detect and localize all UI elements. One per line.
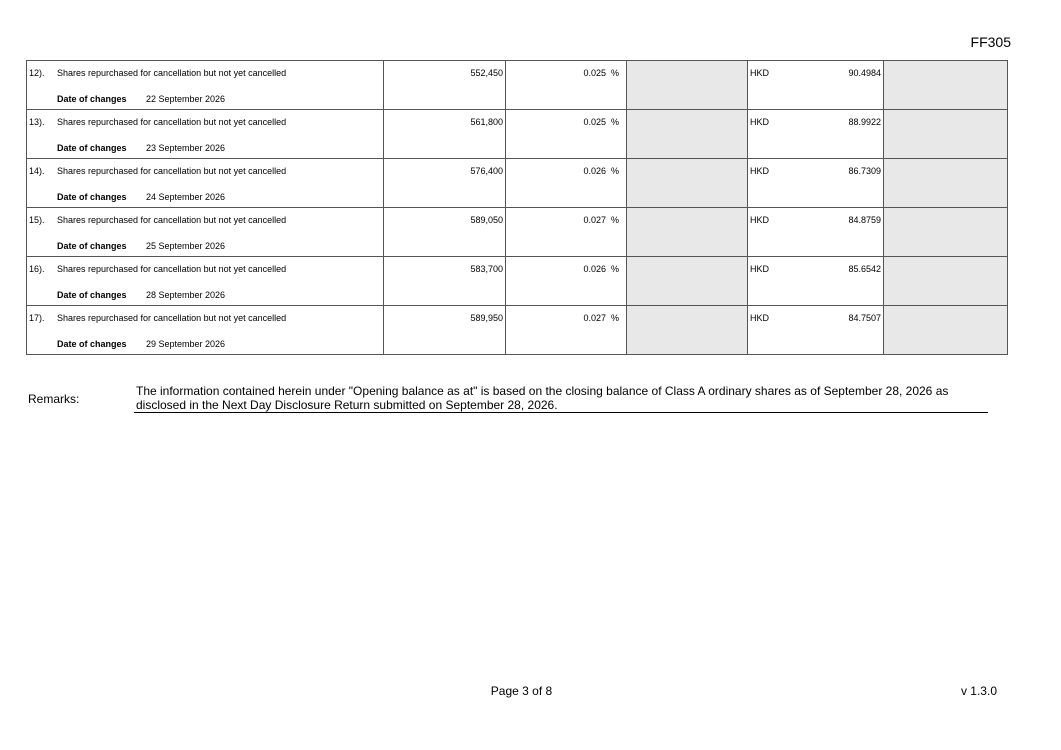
shaded-cell <box>627 159 748 208</box>
date-of-changes-label: Date of changes <box>57 241 127 251</box>
shaded-cell <box>884 306 1008 355</box>
description-cell <box>27 257 384 306</box>
description-cell <box>27 110 384 159</box>
price-cell <box>748 306 884 355</box>
date-of-changes-label: Date of changes <box>57 143 127 153</box>
shares-cell <box>384 257 506 306</box>
date-of-changes-label: Date of changes <box>57 290 127 300</box>
description-cell <box>27 159 384 208</box>
description-cell <box>27 208 384 257</box>
row-number: 17). <box>29 313 45 323</box>
shares-value: 576,400 <box>470 166 503 176</box>
price-value: 84.8759 <box>848 215 881 225</box>
shaded-cell <box>627 257 748 306</box>
description-cell <box>27 306 384 355</box>
table-row <box>27 208 1008 257</box>
shares-value: 589,950 <box>470 313 503 323</box>
date-of-changes-value: 29 September 2026 <box>146 339 226 349</box>
table-row <box>27 159 1008 208</box>
shares-cell <box>384 159 506 208</box>
table-row <box>27 61 1008 110</box>
price-value: 86.7309 <box>848 166 881 176</box>
date-of-changes-label: Date of changes <box>57 94 127 104</box>
page-number: Page 3 of 8 <box>490 684 553 698</box>
row-description: Shares repurchased for cancellation but not yet cancelled <box>57 215 287 225</box>
shares-value: 583,700 <box>470 264 503 274</box>
remarks-label: Remarks: <box>28 392 80 406</box>
shaded-cell <box>884 61 1008 110</box>
percent-value: 0.025 % <box>583 68 619 78</box>
shares-cell <box>384 306 506 355</box>
currency-label: HKD <box>750 117 770 127</box>
price-cell <box>748 257 884 306</box>
price-cell <box>748 208 884 257</box>
percent-value: 0.025 % <box>583 117 619 127</box>
form-code: FF305 <box>970 34 1011 50</box>
shaded-cell <box>884 159 1008 208</box>
row-description: Shares repurchased for cancellation but not yet cancelled <box>57 117 287 127</box>
price-value: 85.6542 <box>848 264 881 274</box>
row-number: 12). <box>29 68 45 78</box>
row-description: Shares repurchased for cancellation but not yet cancelled <box>57 264 287 274</box>
date-of-changes-value: 23 September 2026 <box>146 143 226 153</box>
description-cell <box>27 61 384 110</box>
date-of-changes-value: 25 September 2026 <box>146 241 226 251</box>
price-value: 90.4984 <box>848 68 881 78</box>
shaded-cell <box>627 208 748 257</box>
shaded-cell <box>884 110 1008 159</box>
percent-value: 0.026 % <box>583 166 619 176</box>
date-of-changes-value: 24 September 2026 <box>146 192 226 202</box>
row-number: 14). <box>29 166 45 176</box>
date-of-changes-label: Date of changes <box>57 339 127 349</box>
shares-cell <box>384 208 506 257</box>
date-of-changes-value: 22 September 2026 <box>146 94 226 104</box>
price-value: 88.9922 <box>848 117 881 127</box>
remarks-text: The information contained herein under "Opening balance as at" is based on the closing balance of Class A ordinary shares as of September 28, 2026 as disclosed in the Next Day Disclosure Return submitted on September 28, 2026. <box>134 384 988 413</box>
date-of-changes-label: Date of changes <box>57 192 127 202</box>
currency-label: HKD <box>750 215 770 225</box>
row-number: 16). <box>29 264 45 274</box>
shaded-cell <box>884 257 1008 306</box>
shares-cell <box>384 61 506 110</box>
percent-cell <box>506 110 627 159</box>
currency-label: HKD <box>750 313 770 323</box>
shares-cell <box>384 110 506 159</box>
row-description: Shares repurchased for cancellation but not yet cancelled <box>57 166 287 176</box>
shares-value: 561,800 <box>470 117 503 127</box>
date-of-changes-value: 28 September 2026 <box>146 290 226 300</box>
percent-cell <box>506 208 627 257</box>
shaded-cell <box>627 110 748 159</box>
currency-label: HKD <box>750 166 770 176</box>
percent-value: 0.027 % <box>583 313 619 323</box>
percent-cell <box>506 159 627 208</box>
table-row <box>27 110 1008 159</box>
table-row <box>27 257 1008 306</box>
percent-cell <box>506 306 627 355</box>
shares-value: 589,050 <box>470 215 503 225</box>
changes-table <box>26 60 1008 355</box>
shaded-cell <box>884 208 1008 257</box>
shares-value: 552,450 <box>470 68 503 78</box>
row-description: Shares repurchased for cancellation but not yet cancelled <box>57 68 287 78</box>
price-cell <box>748 61 884 110</box>
row-description: Shares repurchased for cancellation but not yet cancelled <box>57 313 287 323</box>
price-cell <box>748 110 884 159</box>
row-number: 15). <box>29 215 45 225</box>
shaded-cell <box>627 61 748 110</box>
price-cell <box>748 159 884 208</box>
shaded-cell <box>627 306 748 355</box>
percent-cell <box>506 257 627 306</box>
currency-label: HKD <box>750 68 770 78</box>
currency-label: HKD <box>750 264 770 274</box>
table-row <box>27 306 1008 355</box>
percent-value: 0.027 % <box>583 215 619 225</box>
percent-cell <box>506 61 627 110</box>
percent-value: 0.026 % <box>583 264 619 274</box>
row-number: 13). <box>29 117 45 127</box>
version-label: v 1.3.0 <box>960 684 997 698</box>
price-value: 84.7507 <box>848 313 881 323</box>
